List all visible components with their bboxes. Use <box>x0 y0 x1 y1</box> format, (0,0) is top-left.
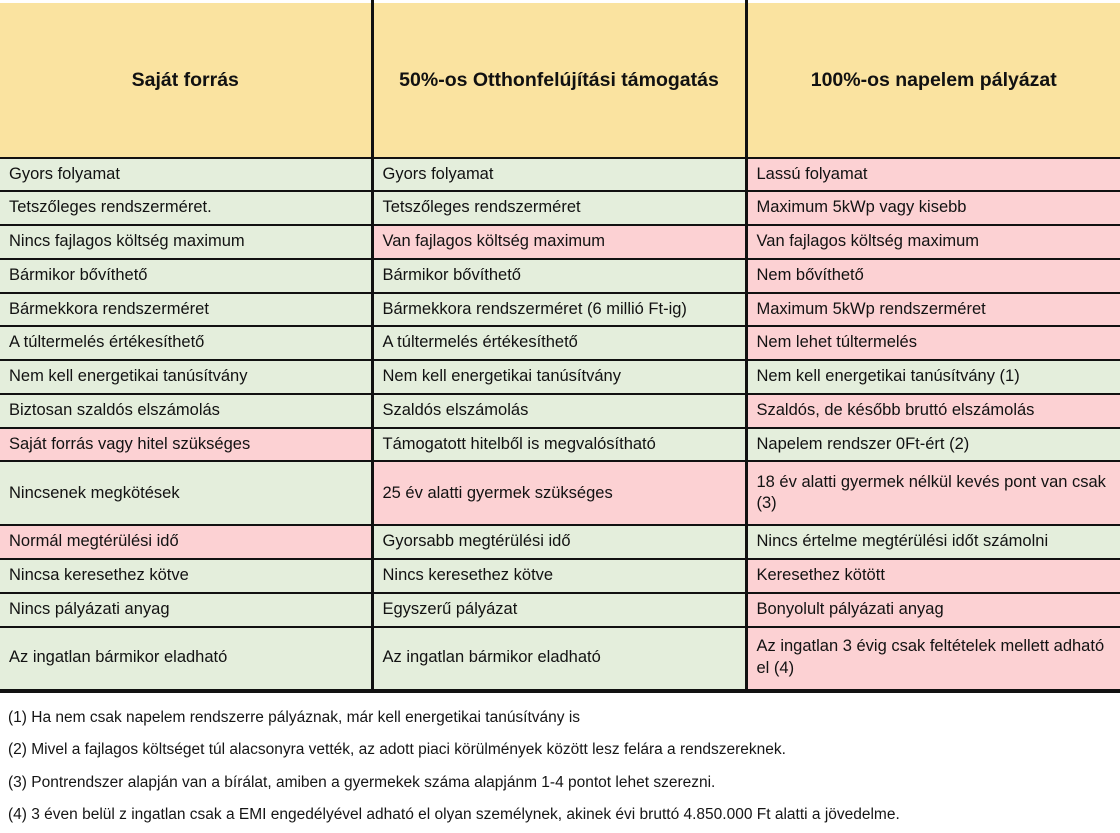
table-cell: A túltermelés értékesíthető <box>372 326 746 360</box>
table-cell: Nem kell energetikai tanúsítvány <box>0 360 372 394</box>
table-cell: Szaldós, de később bruttó elszámolás <box>746 394 1120 428</box>
table-row <box>0 428 1120 462</box>
column-header-saját-forrás: Saját forrás <box>0 2 372 158</box>
table-row <box>0 191 1120 225</box>
table-cell: Az ingatlan bármikor eladható <box>0 627 372 691</box>
table-cell: Bármekkora rendszerméret <box>0 293 372 327</box>
footnote-4: (4) 3 éven belül z ingatlan csak a EMI engedélyével adható el olyan személynek, akinek évi bruttó 4.850.000 Ft alatti a jövedelme. <box>8 806 900 824</box>
table-cell: Biztosan szaldós elszámolás <box>0 394 372 428</box>
table-cell: Szaldós elszámolás <box>372 394 746 428</box>
table-row <box>0 394 1120 428</box>
table-cell: Az ingatlan bármikor eladható <box>372 627 746 691</box>
table-cell: Nem lehet túltermelés <box>746 326 1120 360</box>
table-cell: Bonyolult pályázati anyag <box>746 593 1120 627</box>
footnote-2: (2) Mivel a fajlagos költséget túl alacsonyra vették, az adott piaci körülmények között lesz felára a rendszereknek. <box>8 741 786 759</box>
table-cell: Támogatott hitelből is megvalósítható <box>372 428 746 462</box>
table-cell: Nem bővíthető <box>746 259 1120 293</box>
footnotes-section <box>0 693 1120 833</box>
table-row <box>0 525 1120 559</box>
table-cell: Az ingatlan 3 évig csak feltételek mellett adható el (4) <box>746 627 1120 691</box>
table-cell: Napelem rendszer 0Ft-ért (2) <box>746 428 1120 462</box>
table-cell: Saját forrás vagy hitel szükséges <box>0 428 372 462</box>
table-row <box>0 158 1120 192</box>
table-row <box>0 461 1120 525</box>
table-cell: Van fajlagos költség maximum <box>746 225 1120 259</box>
table-cell: Egyszerű pályázat <box>372 593 746 627</box>
table-cell: Nem kell energetikai tanúsítvány (1) <box>746 360 1120 394</box>
table-cell: 25 év alatti gyermek szükséges <box>372 461 746 525</box>
table-cell: Lassú folyamat <box>746 158 1120 192</box>
table-cell: Maximum 5kWp rendszerméret <box>746 293 1120 327</box>
table-header <box>0 2 1120 158</box>
table-cell: Nincs fajlagos költség maximum <box>0 225 372 259</box>
footnote-1: (1) Ha nem csak napelem rendszerre pályáznak, már kell energetikai tanúsítvány is <box>8 708 581 726</box>
table-cell: Bármikor bővíthető <box>372 259 746 293</box>
table-body <box>0 158 1120 691</box>
table-row <box>0 559 1120 593</box>
table-row <box>0 627 1120 691</box>
table-cell: Keresethez kötött <box>746 559 1120 593</box>
table-cell: Maximum 5kWp vagy kisebb <box>746 191 1120 225</box>
table-cell: Gyorsabb megtérülési idő <box>372 525 746 559</box>
table-row <box>0 293 1120 327</box>
table-cell: Nincs pályázati anyag <box>0 593 372 627</box>
table-cell: Nincsa keresethez kötve <box>0 559 372 593</box>
table-cell: A túltermelés értékesíthető <box>0 326 372 360</box>
column-header-napelem-palyazat: 100%-os napelem pályázat <box>746 2 1120 158</box>
table-cell: Tetszőleges rendszerméret <box>372 191 746 225</box>
table-row <box>0 225 1120 259</box>
table-cell: Gyors folyamat <box>372 158 746 192</box>
table-cell: Bármikor bővíthető <box>0 259 372 293</box>
table-row <box>0 360 1120 394</box>
table-row <box>0 593 1120 627</box>
table-cell: Normál megtérülési idő <box>0 525 372 559</box>
column-header-otthonfelujitasi-tamogatas: 50%-os Otthonfelújítási támogatás <box>372 2 746 158</box>
table-cell: Tetszőleges rendszerméret. <box>0 191 372 225</box>
table-cell: Nincsenek megkötések <box>0 461 372 525</box>
table-cell: Gyors folyamat <box>0 158 372 192</box>
table-row <box>0 259 1120 293</box>
table-cell: Bármekkora rendszerméret (6 millió Ft-ig) <box>372 293 746 327</box>
table-row <box>0 326 1120 360</box>
table-cell: Nincs keresethez kötve <box>372 559 746 593</box>
footnote-3: (3) Pontrendszer alapján van a bírálat, amiben a gyermekek száma alapjánm 1-4 pontot lehet szerezni. <box>8 773 716 791</box>
table-cell: Van fajlagos költség maximum <box>372 225 746 259</box>
table-cell: Nem kell energetikai tanúsítvány <box>372 360 746 394</box>
table-cell: Nincs értelme megtérülési időt számolni <box>746 525 1120 559</box>
table-cell: 18 év alatti gyermek nélkül kevés pont van csak (3) <box>746 461 1120 525</box>
header-row <box>0 2 1120 158</box>
